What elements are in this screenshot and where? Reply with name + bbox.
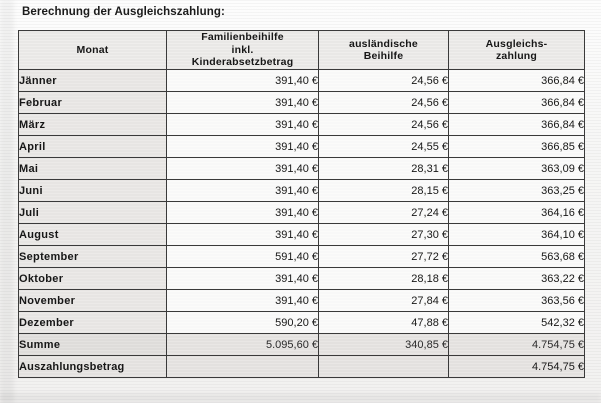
table-row <box>19 92 585 114</box>
table-row <box>19 312 585 334</box>
table-row <box>19 290 585 312</box>
table-row <box>19 246 585 268</box>
cell-payout-familienbeihilfe <box>167 356 319 378</box>
column-header-auslaendische-line2: Beihilfe <box>363 50 404 62</box>
cell-auslaendische: 28,18 € <box>319 268 449 290</box>
cell-month: September <box>19 246 167 268</box>
cell-familienbeihilfe: 391,40 € <box>167 114 319 136</box>
column-header-familienbeihilfe <box>167 31 319 70</box>
cell-summary-label: Summe <box>19 334 167 356</box>
cell-payout-ausgleichszahlung: 4.754,75 € <box>449 356 585 378</box>
cell-ausgleichszahlung: 542,32 € <box>449 312 585 334</box>
table-row-payout <box>19 356 585 378</box>
cell-payout-auslaendische <box>319 356 449 378</box>
cell-auslaendische: 28,15 € <box>319 180 449 202</box>
table-row <box>19 70 585 92</box>
cell-auslaendische: 27,84 € <box>319 290 449 312</box>
table-row <box>19 180 585 202</box>
cell-familienbeihilfe: 391,40 € <box>167 92 319 114</box>
cell-familienbeihilfe: 391,40 € <box>167 136 319 158</box>
cell-month: Mai <box>19 158 167 180</box>
table-header <box>19 31 585 70</box>
cell-ausgleichszahlung: 563,68 € <box>449 246 585 268</box>
column-header-monat-label: Monat <box>76 43 109 56</box>
cell-familienbeihilfe: 391,40 € <box>167 224 319 246</box>
table-row <box>19 268 585 290</box>
cell-month: Dezember <box>19 312 167 334</box>
scan-smudge-bottom <box>0 393 601 403</box>
cell-auslaendische: 27,72 € <box>319 246 449 268</box>
cell-month: Februar <box>19 92 167 114</box>
table-body <box>19 70 585 378</box>
column-header-monat <box>19 31 167 70</box>
column-header-familienbeihilfe-line1: Familienbeihilfe <box>201 31 284 44</box>
cell-summary-familienbeihilfe: 5.095,60 € <box>167 334 319 356</box>
cell-familienbeihilfe: 391,40 € <box>167 158 319 180</box>
cell-ausgleichszahlung: 363,22 € <box>449 268 585 290</box>
cell-ausgleichszahlung: 364,16 € <box>449 202 585 224</box>
cell-auslaendische: 24,56 € <box>319 114 449 136</box>
cell-familienbeihilfe: 391,40 € <box>167 70 319 92</box>
cell-month: April <box>19 136 167 158</box>
column-header-auslaendische-beihilfe <box>319 31 449 70</box>
column-header-ausgleichszahlung-line2: zahlung <box>495 50 538 62</box>
table-row-summary <box>19 334 585 356</box>
cell-familienbeihilfe: 391,40 € <box>167 180 319 202</box>
cell-familienbeihilfe: 391,40 € <box>167 268 319 290</box>
cell-ausgleichszahlung: 363,25 € <box>449 180 585 202</box>
table-header-row <box>19 31 585 70</box>
cell-summary-ausgleichszahlung: 4.754,75 € <box>449 334 585 356</box>
cell-auslaendische: 24,56 € <box>319 70 449 92</box>
cell-familienbeihilfe: 591,40 € <box>167 246 319 268</box>
cell-ausgleichszahlung: 363,09 € <box>449 158 585 180</box>
table-row <box>19 202 585 224</box>
cell-month: Oktober <box>19 268 167 290</box>
table-row <box>19 158 585 180</box>
column-header-familienbeihilfe-line2: inkl. <box>231 43 254 56</box>
table-row <box>19 136 585 158</box>
cell-month: Jänner <box>19 70 167 92</box>
cell-auslaendische: 28,31 € <box>319 158 449 180</box>
cell-month: März <box>19 114 167 136</box>
table-row <box>19 114 585 136</box>
cell-month: August <box>19 224 167 246</box>
cell-month: Juni <box>19 180 167 202</box>
cell-auslaendische: 24,56 € <box>319 92 449 114</box>
cell-familienbeihilfe: 590,20 € <box>167 312 319 334</box>
page-title: Berechnung der Ausgleichszahlung: <box>22 6 225 18</box>
cell-auslaendische: 24,55 € <box>319 136 449 158</box>
cell-auslaendische: 27,24 € <box>319 202 449 224</box>
column-header-ausgleichszahlung <box>449 31 585 70</box>
cell-ausgleichszahlung: 366,85 € <box>449 136 585 158</box>
table-row <box>19 224 585 246</box>
cell-ausgleichszahlung: 363,56 € <box>449 290 585 312</box>
calculation-table-container <box>18 30 584 378</box>
cell-familienbeihilfe: 391,40 € <box>167 290 319 312</box>
cell-summary-auslaendische: 340,85 € <box>319 334 449 356</box>
column-header-ausgleichszahlung-line1: Ausgleichs- <box>485 37 548 50</box>
cell-month: November <box>19 290 167 312</box>
cell-ausgleichszahlung: 364,10 € <box>449 224 585 246</box>
cell-month: Juli <box>19 202 167 224</box>
cell-ausgleichszahlung: 366,84 € <box>449 70 585 92</box>
column-header-familienbeihilfe-line3: Kinderabsetzbetrag <box>191 56 294 69</box>
column-header-auslaendische-line1: ausländische <box>349 37 418 50</box>
calculation-table <box>18 30 585 378</box>
cell-auslaendische: 47,88 € <box>319 312 449 334</box>
cell-auslaendische: 27,30 € <box>319 224 449 246</box>
scan-smudge-left <box>0 0 14 403</box>
cell-ausgleichszahlung: 366,84 € <box>449 114 585 136</box>
cell-payout-label: Auszahlungsbetrag <box>19 356 167 378</box>
cell-ausgleichszahlung: 366,84 € <box>449 92 585 114</box>
cell-familienbeihilfe: 391,40 € <box>167 202 319 224</box>
